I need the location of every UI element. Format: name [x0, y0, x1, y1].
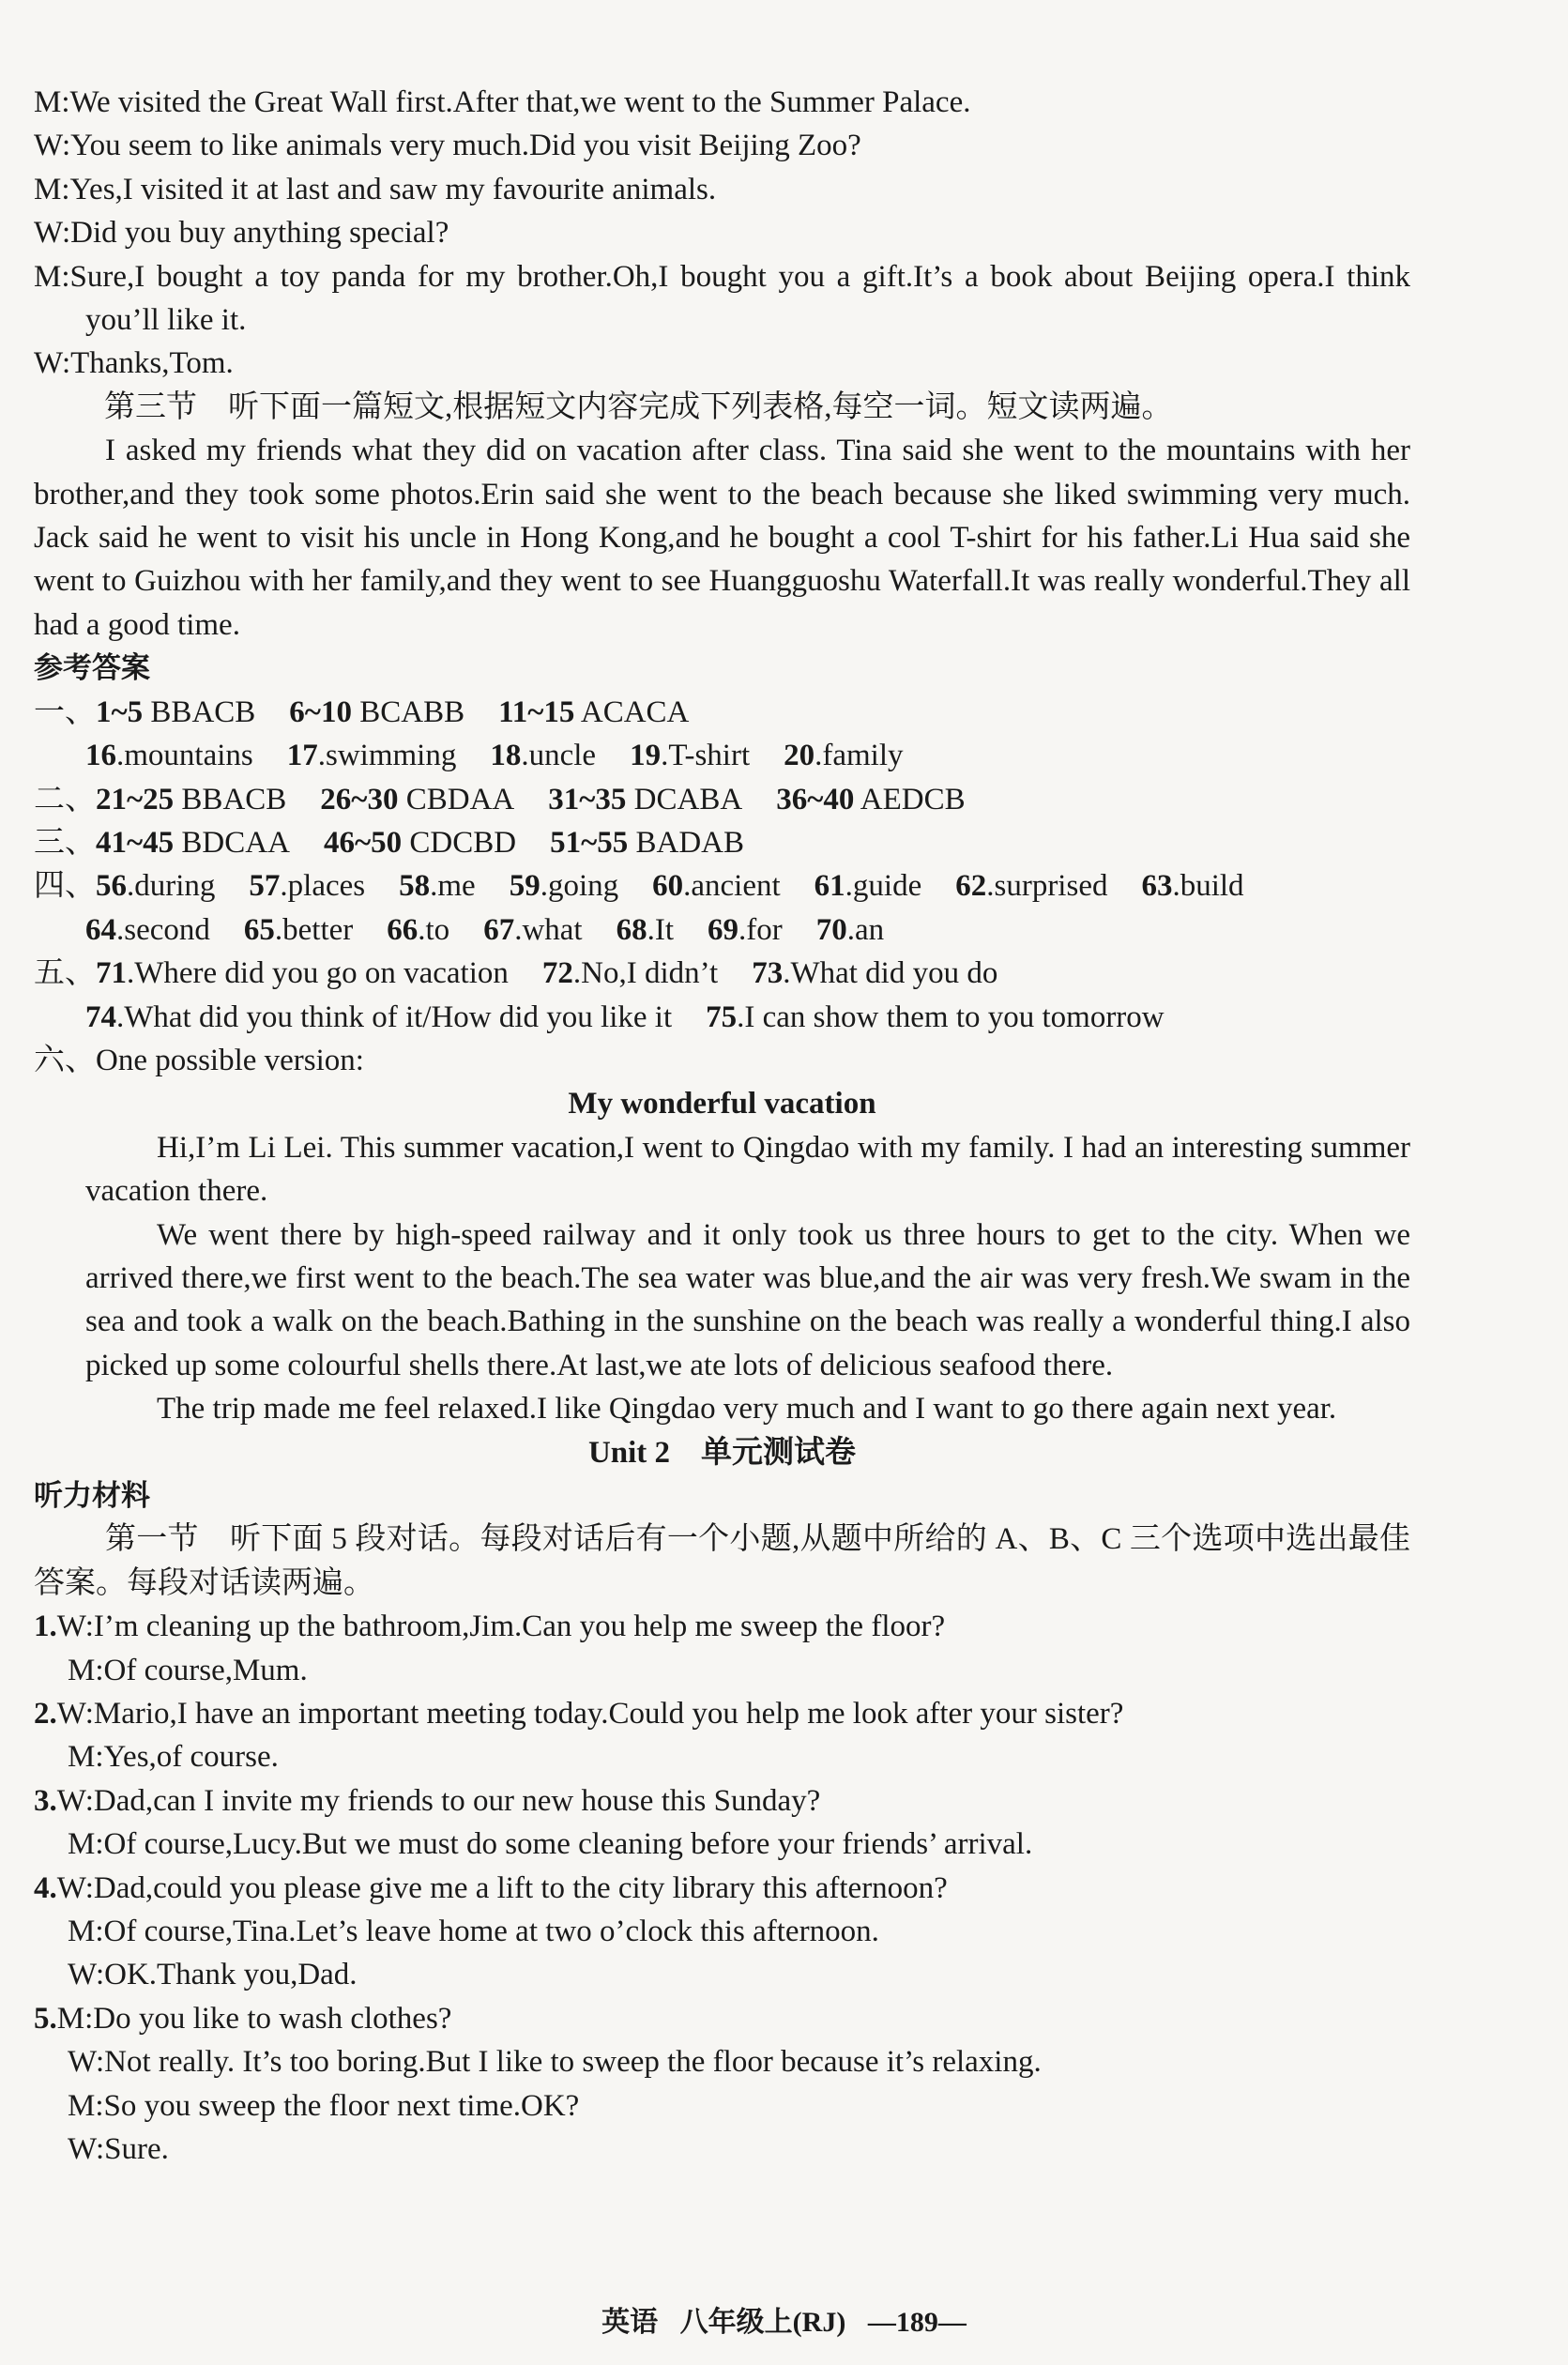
speaker-colon: :: [84, 1870, 94, 1905]
answer-row: [34, 734, 1410, 777]
speaker-label: W: [68, 1958, 96, 1992]
dialog-text: Of course,Tina.Let’s leave home at two o’clock this afternoon.: [103, 1915, 879, 1949]
dialog-line: [34, 1692, 1410, 1735]
answer-value: .guide: [845, 869, 922, 904]
dialog-text: Dad,could you please give me a lift to the city library this afternoon?: [93, 1870, 948, 1905]
dialog-text: We visited the Great Wall first.After that,we went to the Summer Palace.: [69, 85, 971, 119]
answer-number: 67: [483, 912, 515, 947]
dialog-line: [34, 2084, 1410, 2128]
speaker-colon: :: [95, 2132, 105, 2167]
answer-value: CDCBD: [402, 825, 517, 860]
answer-item: [96, 695, 255, 729]
answer-item: [85, 739, 253, 772]
speaker-colon: :: [61, 259, 70, 294]
answer-item: [85, 1000, 672, 1034]
answer-number: 71: [96, 956, 127, 991]
dialog-text: Do you like to wash clothes?: [93, 2001, 452, 2036]
answer-section-prefix: 一、: [34, 694, 96, 729]
speaker-label: W: [56, 1610, 85, 1644]
answer-item: [752, 956, 997, 990]
answer-item: [399, 869, 476, 903]
question-number: 3.: [34, 1783, 57, 1818]
answer-value: .What did you do: [783, 956, 998, 991]
answer-item: [706, 1000, 1165, 1034]
speaker-label: M: [68, 1915, 96, 1949]
speaker-label: M: [34, 85, 62, 119]
answer-number: 26~30: [320, 782, 399, 816]
speaker-label: W: [34, 216, 62, 251]
unit2-dialogs: [34, 1605, 1410, 2171]
answer-value: AEDCB: [854, 782, 966, 816]
speaker-label: M: [34, 259, 62, 294]
answer-number: 75: [706, 999, 738, 1034]
answer-item: [320, 783, 514, 816]
dialog-text: So you sweep the floor next time.OK?: [103, 2088, 580, 2123]
answer-row: [34, 821, 1410, 864]
answer-section-prefix: 三、: [34, 825, 96, 860]
answer-number: 69: [708, 912, 739, 947]
speaker-colon: :: [84, 1783, 94, 1818]
dialog-line: [34, 1605, 1410, 1648]
answer-item: [387, 913, 449, 947]
essay-paragraph: We went there by high-speed railway and it only took us three hours to get to the city. When we arrived there,we first went to the beach.The sea water was blue,and the air was very fresh.We swam in the sea and took a walk on the beach.Bathing in the sunshine on the beach was really a wonderful thing.I also picked up some colourful shells there.At last,we ate lots of delicious seafood there.: [85, 1217, 1410, 1382]
answer-number: 19: [630, 739, 662, 773]
answer-number: 36~40: [776, 782, 855, 816]
dialog-line: [34, 168, 1410, 211]
answer-item: [490, 739, 596, 772]
answer-item: [289, 695, 464, 729]
dialog-text: Mario,I have an important meeting today.Could you help me look after your sister?: [93, 1697, 1124, 1732]
answer-number: 73: [752, 956, 784, 991]
answer-item: [96, 783, 286, 816]
speaker-colon: :: [95, 2045, 105, 2080]
answer-value: .ancient: [683, 869, 781, 904]
answer-value: .I can show them to you tomorrow: [737, 999, 1165, 1034]
answer-number: 62: [955, 869, 987, 904]
answer-item: [244, 913, 353, 947]
speaker-label: W: [34, 346, 62, 381]
dialog-line: [34, 1649, 1410, 1692]
speaker-label: M: [56, 2001, 85, 2036]
answer-number: 72: [541, 956, 573, 991]
answer-value: .places: [280, 869, 366, 904]
answer-value: .going: [540, 869, 619, 904]
answer-value: .No,I didn’t: [572, 956, 719, 991]
dialog-line: [34, 255, 1410, 343]
answer-row: [34, 908, 1410, 952]
speaker-colon: :: [95, 1827, 104, 1862]
answer-item: [498, 695, 689, 729]
speaker-label: M: [34, 172, 62, 206]
unit2-instruction: 第一节 听下面 5 段对话。每段对话后有一个小题,从题中所给的 A、B、C 三个选项中选出最佳答案。每段对话读两遍。: [34, 1522, 1410, 1600]
answer-item: [814, 869, 922, 903]
question-number: 1.: [34, 1610, 57, 1644]
answer-item: [96, 956, 509, 990]
speaker-colon: :: [61, 216, 71, 251]
answer-number: 51~55: [550, 825, 629, 860]
answer-item: [630, 739, 750, 772]
answer-item: [784, 739, 903, 772]
speaker-colon: :: [95, 1958, 105, 1992]
answer-number: 61: [814, 869, 845, 904]
answer-number: 31~35: [548, 782, 627, 816]
speaker-colon: :: [61, 346, 71, 381]
dialog-text: I’m cleaning up the bathroom,Jim.Can you help me sweep the floor?: [93, 1610, 946, 1644]
answer-value: .build: [1172, 869, 1244, 904]
answer-number: 17: [286, 739, 318, 773]
answer-item: [550, 826, 744, 860]
answer-number: 11~15: [498, 694, 575, 729]
answer-row: [34, 864, 1410, 908]
dialog-line: [34, 2128, 1410, 2171]
answer-number: 60: [652, 869, 684, 904]
dialog-line: [34, 1997, 1410, 2040]
answer-item: [324, 826, 516, 860]
dialog-line: [34, 1823, 1410, 1866]
answer-value: .better: [274, 912, 354, 947]
answer-value: .for: [738, 912, 783, 947]
answer-value: BCABB: [351, 694, 465, 729]
answer-value: ACACA: [574, 694, 690, 729]
listening-title: 听力材料: [34, 1479, 150, 1513]
answer-item: [652, 869, 781, 903]
dialog-text: Yes,I visited it at last and saw my favourite animals.: [69, 172, 717, 206]
essay-paragraph: Hi,I’m Li Lei. This summer vacation,I went to Qingdao with my family. I had an interesting summer vacation there.: [85, 1130, 1410, 1209]
speaker-label: M: [68, 2088, 96, 2123]
speaker-colon: :: [61, 172, 70, 206]
dialog-line: [34, 1910, 1410, 1953]
answer-section-prefix: 五、: [34, 956, 96, 991]
question-number: 2.: [34, 1697, 57, 1732]
answer-number: 18: [490, 739, 522, 773]
answer-number: 66: [387, 912, 419, 947]
speaker-label: W: [34, 129, 62, 163]
answer-section-prefix: 四、: [34, 869, 96, 904]
question-number: 4.: [34, 1870, 57, 1905]
answer-row: [34, 778, 1410, 821]
unit2-title: Unit 2 单元测试卷: [587, 1435, 857, 1470]
answer-value: .to: [418, 912, 450, 947]
speaker-colon: :: [84, 2001, 94, 2036]
answer-item: [542, 956, 718, 990]
dialog-line: [34, 1779, 1410, 1823]
answer-value: CBDAA: [398, 782, 515, 816]
dialog-text: You seem to like animals very much.Did you visit Beijing Zoo?: [70, 129, 861, 163]
dialog-line: [34, 1953, 1410, 1996]
speaker-colon: :: [84, 1697, 94, 1732]
answer-row: [34, 691, 1410, 734]
answer-value: .uncle: [521, 739, 597, 773]
answer-item: [483, 913, 582, 947]
answer-item: [249, 869, 365, 903]
answer-value: BDCAA: [174, 825, 290, 860]
dialog-line: [34, 211, 1410, 254]
answer-value: .It: [647, 912, 675, 947]
answer-value: .swimming: [317, 739, 457, 773]
answer-number: 58: [399, 869, 431, 904]
speaker-label: M: [68, 1827, 96, 1862]
speaker-colon: :: [84, 1610, 94, 1644]
dialog-line: [34, 342, 1410, 385]
answer-value: .Where did you go on vacation: [127, 956, 509, 991]
speaker-label: M: [68, 1740, 96, 1775]
essay-paragraph: The trip made me feel relaxed.I like Qingdao very much and I want to go there again next year.: [157, 1392, 1337, 1427]
answer-value: .family: [814, 739, 904, 773]
dialog-text: Yes,of course.: [103, 1740, 279, 1775]
answer-item: [708, 913, 783, 947]
dialog-line: [34, 124, 1410, 167]
answer-item: [287, 739, 457, 772]
answer-value: .T-shirt: [661, 739, 751, 773]
answer-value: BBACB: [174, 782, 287, 816]
answer-value: DCABA: [626, 782, 743, 816]
answer-number: 70: [815, 912, 847, 947]
answer-value: .What did you think of it/How did you like it: [116, 999, 673, 1034]
answer-number: 74: [85, 999, 116, 1034]
speaker-label: W: [68, 2045, 96, 2080]
section3-passage: I asked my friends what they did on vacation after class. Tina said she went to the mountains with her brother,and they took some photos.Erin said she went to the beach because she liked swimming very much. Jack said he went to visit his uncle in Hong Kong,and he bought a cool T-shirt for his father.Li Hua said she went to Guizhou with her family,and they went to see Huangguoshu Waterfall.It was really wonderful.They all had a good time.: [34, 434, 1410, 642]
answer-item: [85, 913, 210, 947]
answer-number: 41~45: [96, 825, 175, 860]
answer-value: BADAB: [628, 825, 745, 860]
answer-item: [548, 783, 742, 816]
answer-value: .me: [430, 869, 476, 904]
answer-item: [96, 826, 290, 860]
dialog-text: Dad,can I invite my friends to our new house this Sunday?: [93, 1783, 821, 1818]
speaker-colon: :: [95, 1740, 104, 1775]
answer-value: .mountains: [116, 739, 253, 773]
six-label: 六、One possible version:: [34, 1043, 364, 1077]
answer-number: 46~50: [323, 825, 403, 860]
speaker-label: M: [68, 1653, 96, 1687]
speaker-label: W: [56, 1783, 85, 1818]
dialog-text: Sure,I bought a toy panda for my brother.Oh,I bought you a gift.It’s a book about Beijing opera.I think you’ll like it.: [69, 259, 1410, 338]
answer-item: [1141, 869, 1243, 903]
speaker-colon: :: [61, 85, 70, 119]
answer-item: [955, 869, 1107, 903]
answer-item: [510, 869, 618, 903]
answer-item: [776, 783, 965, 816]
answer-number: 21~25: [96, 782, 175, 816]
answer-section-prefix: 二、: [34, 782, 96, 816]
answer-number: 56: [96, 869, 127, 904]
speaker-colon: :: [61, 129, 71, 163]
dialog-line: [34, 1735, 1410, 1778]
dialog-text: Sure.: [104, 2132, 169, 2167]
dialog-text: Not really. It’s too boring.But I like to sweep the floor because it’s relaxing.: [104, 2045, 1042, 2080]
answer-item: [617, 913, 674, 947]
answer-number: 64: [85, 912, 116, 947]
answer-number: 68: [616, 912, 647, 947]
speaker-colon: :: [95, 1653, 104, 1687]
answer-value: .during: [127, 869, 216, 904]
answer-rows: [34, 691, 1410, 1039]
answer-number: 6~10: [289, 694, 352, 729]
answer-number: 1~5: [96, 694, 144, 729]
dialog-line: [34, 1867, 1410, 1910]
answers-title: 参考答案: [34, 651, 150, 686]
footer-page-number: —189—: [867, 2307, 967, 2338]
section3-instruction: 第三节 听下面一篇短文,根据短文内容完成下列表格,每空一词。短文读两遍。: [104, 389, 1173, 424]
speaker-colon: :: [95, 1915, 104, 1949]
question-number: 5.: [34, 2001, 57, 2036]
answer-value: .surprised: [986, 869, 1108, 904]
answer-number: 59: [509, 869, 540, 904]
speaker-label: W: [56, 1697, 85, 1732]
essay: [34, 1126, 1410, 1431]
answer-row: [34, 996, 1410, 1039]
footer-subject: 英语: [601, 2307, 659, 2338]
speaker-colon: :: [95, 2088, 104, 2123]
dialog-text: Of course,Mum.: [103, 1653, 308, 1687]
dialog-text: Did you buy anything special?: [70, 216, 449, 251]
answer-row: [34, 952, 1410, 995]
speaker-label: W: [56, 1870, 85, 1905]
speaker-label: W: [68, 2132, 96, 2167]
answer-value: BBACB: [143, 694, 256, 729]
essay-title: My wonderful vacation: [568, 1087, 876, 1121]
answer-value: .an: [846, 912, 885, 947]
answer-number: 16: [85, 739, 116, 773]
answer-item: [816, 913, 884, 947]
dialog-text: Thanks,Tom.: [70, 346, 234, 381]
dialog-text: OK.Thank you,Dad.: [104, 1958, 358, 1992]
answer-number: 57: [249, 869, 281, 904]
dialog-text: Of course,Lucy.But we must do some cleaning before your friends’ arrival.: [103, 1827, 1033, 1862]
answer-value: .second: [116, 912, 210, 947]
dialog-line: [34, 2040, 1410, 2083]
answer-item: [96, 869, 215, 903]
answer-number: 65: [243, 912, 275, 947]
answer-value: .what: [514, 912, 583, 947]
answer-number: 63: [1141, 869, 1173, 904]
page-footer: [0, 2301, 1568, 2344]
answer-number: 20: [784, 739, 815, 773]
footer-grade: 八年级上(RJ): [679, 2307, 846, 2338]
dialog-top: [34, 81, 1410, 386]
dialog-line: [34, 81, 1410, 124]
